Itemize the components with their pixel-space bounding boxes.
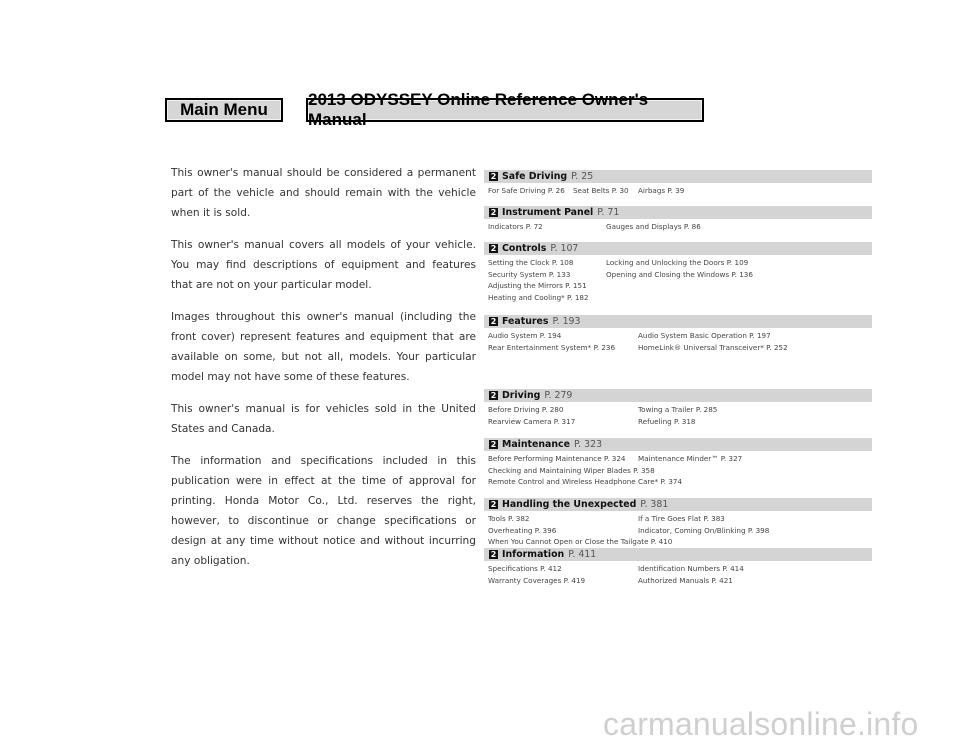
toc-entries (484, 561, 872, 586)
toc-entries (484, 183, 872, 197)
toc-entry-link[interactable]: Warranty Coverages P. 419 (488, 575, 586, 585)
toc-section-page: P. 25 (571, 171, 594, 182)
toc-entry-link[interactable]: When You Cannot Open or Close the Tailgate P. 410 (488, 537, 673, 546)
toc-section (484, 498, 872, 548)
toc-entry-row (484, 536, 872, 548)
toc-section (484, 170, 872, 197)
toc-entry-link[interactable]: Remote Control and Wireless Headphone Care* P. 374 (488, 477, 683, 486)
link-arrow-icon: 2 (490, 208, 497, 217)
toc-entry-link[interactable]: Setting the Clock P. 108 (488, 258, 574, 267)
toc-section (484, 206, 872, 233)
toc-entry-link[interactable]: If a Tire Goes Flat P. 383 (638, 514, 725, 523)
toc-entry-link[interactable]: Before Driving P. 280 (488, 405, 564, 414)
toc-entry-row (484, 525, 872, 537)
toc-entry-row (484, 513, 872, 525)
toc-entry-link[interactable]: Rear Entertainment System* P. 236 (488, 342, 616, 352)
toc-entry-link[interactable]: Adjusting the Mirrors P. 151 (488, 281, 587, 290)
toc-section-header[interactable] (484, 242, 872, 255)
toc-section-title: Safe Driving (502, 171, 568, 182)
toc-entry-link[interactable]: Authorized Manuals P. 421 (638, 575, 733, 585)
toc-entry-link[interactable]: Maintenance Minder™ P. 327 (638, 454, 743, 463)
toc-section-page: P. 411 (568, 549, 597, 560)
toc-entry-link[interactable]: For Safe Driving P. 26 (488, 186, 565, 195)
toc-entry-row (484, 330, 872, 342)
link-arrow-icon: 2 (490, 500, 497, 509)
toc-entry-link[interactable]: Audio System P. 194 (488, 331, 562, 340)
toc-entry-row (484, 342, 872, 354)
intro-paragraph: This owner's manual should be considered a permanent part of the vehicle and should remain with the vehicle when it is sold. (171, 167, 476, 219)
toc-entry-row (484, 292, 872, 304)
toc-entry-link[interactable]: Locking and Unlocking the Doors P. 109 (606, 258, 749, 267)
toc-entry-row (484, 404, 872, 416)
toc-section-header[interactable] (484, 170, 872, 183)
toc-section-page: P. 193 (552, 316, 581, 327)
toc-entry-row (484, 575, 872, 587)
toc-section-header[interactable] (484, 206, 872, 219)
toc-entries (484, 328, 872, 353)
toc-entry-link[interactable]: Overheating P. 396 (488, 525, 557, 535)
toc-section-title: Controls (502, 243, 547, 254)
toc-entry-link[interactable]: Audio System Basic Operation P. 197 (638, 331, 771, 340)
toc-entry-link[interactable]: Tools P. 382 (488, 514, 530, 523)
toc-entry-link[interactable]: Checking and Maintaining Wiper Blades P. 358 (488, 465, 655, 475)
main-menu-button[interactable]: Main Menu (165, 98, 283, 122)
toc-section-title: Features (502, 316, 549, 327)
toc-entries (484, 451, 872, 488)
toc-section-title: Information (502, 549, 565, 560)
intro-paragraph: The information and specifications included in this publication were in effect at the time of approval for printing. Honda Motor Co., Ltd. reserves the right, however, to discontinue or change specifications or design at any time without notice and without incurring any obligation. (171, 455, 476, 567)
toc-entry-row (484, 269, 872, 281)
toc-section-header[interactable] (484, 315, 872, 328)
toc-entry-row (484, 563, 872, 575)
toc-entry-row (484, 221, 872, 233)
toc-section (484, 548, 872, 586)
toc-entry-link[interactable]: Refueling P. 318 (638, 416, 696, 426)
toc-entry-link[interactable]: Before Performing Maintenance P. 324 (488, 454, 626, 463)
toc-entry-link[interactable]: Indicator, Coming On/Blinking P. 398 (638, 525, 770, 535)
toc-section (484, 438, 872, 488)
toc-entry-link[interactable]: Seat Belts P. 30 (573, 186, 629, 195)
toc-section-header[interactable] (484, 389, 872, 402)
toc-section (484, 389, 872, 427)
link-arrow-icon: 2 (490, 172, 497, 181)
intro-paragraph: This owner's manual is for vehicles sold in the United States and Canada. (171, 403, 476, 435)
intro-text (171, 163, 476, 583)
link-arrow-icon: 2 (490, 244, 497, 253)
toc-entry-row (484, 416, 872, 428)
toc-entry-link[interactable]: Identification Numbers P. 414 (638, 564, 744, 573)
toc-section-page: P. 323 (573, 439, 603, 450)
toc-section (484, 242, 872, 303)
toc-entry-link[interactable]: Towing a Trailer P. 285 (638, 405, 718, 414)
toc-entry-row (484, 453, 872, 465)
link-arrow-icon: 2 (490, 391, 497, 400)
toc-entry-link[interactable]: Security System P. 133 (488, 269, 571, 279)
toc-entry-link[interactable]: Gauges and Displays P. 86 (606, 222, 701, 231)
toc-entry-link[interactable]: Specifications P. 412 (488, 564, 562, 573)
toc-entry-link[interactable]: Airbags P. 39 (638, 186, 685, 195)
toc-entry-link[interactable]: Indicators P. 72 (488, 222, 543, 231)
toc-entry-link[interactable]: Rearview Camera P. 317 (488, 416, 576, 426)
toc-entries (484, 255, 872, 303)
link-arrow-icon: 2 (490, 440, 497, 449)
toc-entries (484, 402, 872, 427)
toc-entry-row (484, 465, 872, 477)
toc-section-title: Maintenance (502, 439, 570, 450)
intro-paragraph: This owner's manual covers all models of your vehicle. You may find descriptions of equipment and features that are not on your particular model. (171, 239, 476, 291)
link-arrow-icon: 2 (490, 550, 497, 559)
toc-section-title: Handling the Unexpected (502, 499, 637, 510)
toc-section-page: P. 279 (544, 390, 573, 401)
toc-entry-link[interactable]: Opening and Closing the Windows P. 136 (606, 269, 753, 279)
toc-section-title: Driving (502, 390, 541, 401)
watermark: carmanualsonline.info (603, 706, 919, 742)
toc-section-page: P. 71 (597, 207, 620, 218)
toc-section-page: P. 381 (640, 499, 669, 510)
toc-entries (484, 511, 872, 548)
toc-entry-row (484, 185, 872, 197)
toc-entries (484, 219, 872, 233)
intro-paragraph: Images throughout this owner's manual (including the front cover) represent features and equipment that are available on some, but not all, models. Your particular model may not have some of these features. (171, 311, 476, 383)
toc-section (484, 315, 872, 353)
toc-section-header[interactable] (484, 438, 872, 451)
toc-entry-row (484, 476, 872, 488)
link-arrow-icon: 2 (490, 317, 497, 326)
toc-section-title: Instrument Panel (502, 207, 594, 218)
toc-entry-row (484, 257, 872, 269)
toc-section-header[interactable] (484, 548, 872, 561)
toc-section-header[interactable] (484, 498, 872, 511)
toc-section-page: P. 107 (550, 243, 579, 254)
toc-entry-row (484, 280, 872, 292)
toc-entry-link[interactable]: HomeLink® Universal Transceiver* P. 252 (638, 342, 788, 352)
manual-title-button[interactable]: 2013 ODYSSEY Online Reference Owner's Manual (306, 98, 704, 122)
toc-entry-link[interactable]: Heating and Cooling* P. 182 (488, 292, 589, 302)
